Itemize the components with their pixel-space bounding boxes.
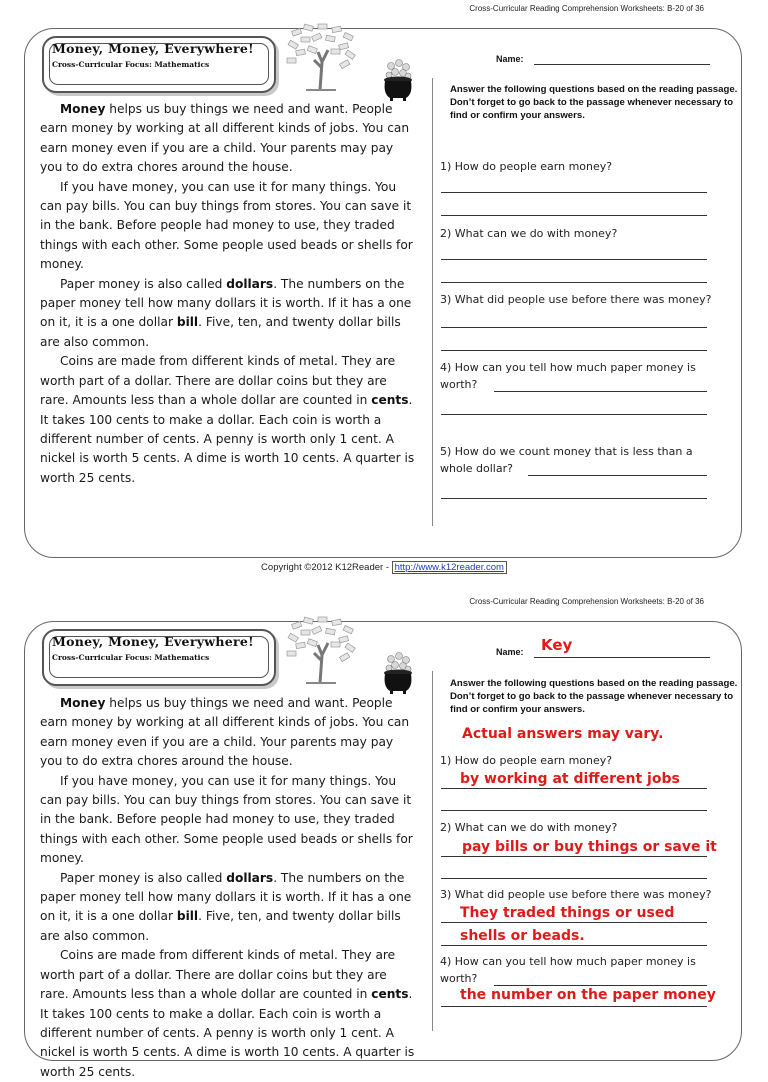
paragraph-1: Money helps us buy things we need and want. People earn money by working at all different kinds of jobs. You can earn money even if you are a child. Your parents may pay you to do extra chores around the house.: [40, 696, 410, 769]
paragraph-3: Paper money is also called dollars. The numbers on the paper money tell how many dollars it is worth. If it has a one on it, it is a one dollar bill. Five, ten, and twenty dollar bills are also common.: [40, 276, 412, 349]
answer-line[interactable]: [441, 810, 707, 811]
question-3: 3) What did people use before there was money?: [440, 888, 712, 901]
question-5-cont: whole dollar?: [440, 462, 513, 475]
paragraph-3: Paper money is also called dollars. The numbers on the paper money tell how many dollars it is worth. If it has a one on it, it is a one dollar bill. Five, ten, and twenty dollar bills are also common.: [40, 870, 412, 943]
answer-line[interactable]: [441, 856, 707, 857]
question-1: 1) How do people earn money?: [440, 160, 613, 173]
answer-line[interactable]: [441, 788, 707, 789]
answer-2: pay bills or buy things or save it: [462, 839, 717, 855]
name-label: Name:: [496, 54, 524, 64]
paragraph-4: Coins are made from different kinds of metal. They are worth part of a dollar. There are dollar coins but they are rare. Amounts less than a whole dollar are counted in cents. It takes 100 cents to make a dollar. Each coin is worth a different number of cents. A penny is worth only 1 cent. A nickel is worth 5 cents. A dime is worth 10 cents. A quarter is worth 25 cents.: [40, 948, 415, 1079]
question-4: 4) How can you tell how much paper money is: [440, 361, 696, 374]
answer-line[interactable]: [441, 1006, 707, 1007]
key-label: Key: [541, 636, 573, 654]
name-label: Name:: [496, 647, 524, 657]
worksheet-title: Money, Money, Everywhere!: [52, 41, 254, 56]
page-header: Cross-Curricular Reading Comprehension Worksheets: B-20 of 36: [469, 4, 704, 13]
name-field[interactable]: [534, 657, 710, 658]
instructions: Answer the following questions based on the reading passage. Don’t forget to go back to the passage whenever necessary to find or confirm your answers.: [450, 678, 738, 715]
column-divider: [432, 671, 433, 1031]
question-4-cont: worth?: [440, 378, 478, 391]
paragraph-1: Money helps us buy things we need and want. People earn money by working at all different kinds of jobs. You can earn money even if you are a child. Your parents may pay you to do extra chores around the house.: [40, 102, 410, 175]
instructions: Answer the following questions based on the reading passage. Don’t forget to go back to the passage whenever necessary to find or confirm your answers.: [450, 84, 738, 121]
paragraph-4: Coins are made from different kinds of metal. They are worth part of a dollar. There are dollar coins but they are rare. Amounts less than a whole dollar are counted in cents. It takes 100 cents to make a dollar. Each coin is worth a different number of cents. A penny is worth only 1 cent. A nickel is worth 5 cents. A dime is worth 10 cents. A quarter is worth 25 cents.: [40, 354, 415, 485]
answer-line[interactable]: [441, 922, 707, 923]
copyright-footer: Copyright ©2012 K12Reader - http://www.k12reader.com: [0, 562, 768, 573]
money-tree-illustration: [284, 615, 360, 685]
paragraph-2: If you have money, you can use it for many things. You can pay bills. You can buy things from stores. You can save it in the bank. Before people had money to use, they traded things with each other. Some people used beads or shells for money.: [40, 179, 413, 272]
title-box: [42, 629, 276, 686]
answer-3-line2: shells or beads.: [460, 928, 585, 944]
answer-3-line1: They traded things or used: [460, 905, 675, 921]
page-header: Cross-Curricular Reading Comprehension Worksheets: B-20 of 36: [469, 597, 704, 606]
question-2: 2) What can we do with money?: [440, 227, 618, 240]
answer-4: the number on the paper money: [460, 987, 716, 1003]
reading-passage: [40, 694, 416, 1079]
worksheet-title: Money, Money, Everywhere!: [52, 634, 254, 649]
answer-note: Actual answers may vary.: [462, 726, 664, 742]
question-3: 3) What did people use before there was money?: [440, 293, 712, 306]
question-5: 5) How do we count money that is less than a: [440, 445, 693, 458]
pot-of-gold-icon: [381, 651, 415, 695]
answer-1: by working at different jobs: [460, 771, 680, 787]
question-1: 1) How do people earn money?: [440, 754, 613, 767]
question-4-cont: worth?: [440, 972, 478, 985]
question-2: 2) What can we do with money?: [440, 821, 618, 834]
answer-line[interactable]: [441, 878, 707, 879]
focus-subtitle: Cross-Curricular Focus: Mathematics: [52, 60, 210, 69]
k12reader-link[interactable]: http://www.k12reader.com: [392, 561, 507, 574]
focus-subtitle: Cross-Curricular Focus: Mathematics: [52, 653, 210, 662]
question-4: 4) How can you tell how much paper money is: [440, 955, 696, 968]
paragraph-2: If you have money, you can use it for many things. You can pay bills. You can buy things from stores. You can save it in the bank. Before people had money to use, they traded things with each other. Some people used beads or shells for money.: [40, 773, 413, 866]
answer-line[interactable]: [441, 945, 707, 946]
answer-line[interactable]: [494, 985, 707, 986]
